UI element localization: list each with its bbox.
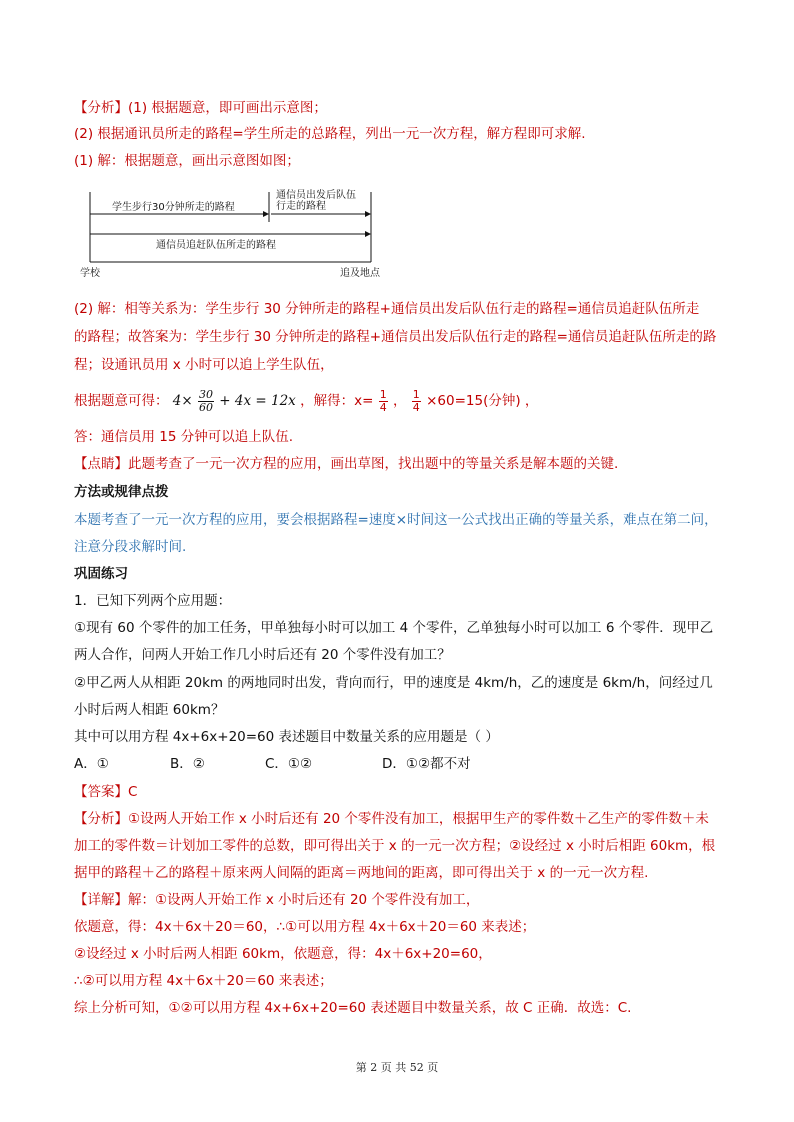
eq-solve: ，解得：x= — [300, 393, 374, 409]
solution-para-3: 程；设通讯员用 x 小时可以追上学生队伍， — [74, 357, 334, 373]
x-fraction — [379, 389, 388, 414]
solution-para-2: 的路程；故答案为：学生步行 30 分钟所走的路程+通信员出发后队伍行走的路程=通信员追赶队伍所走的路 — [74, 329, 717, 345]
equation-line — [74, 386, 538, 416]
question-1-stem: 其中可以用方程 4x+6x+20=60 表述题目中数量关系的应用题是（ ） — [74, 729, 499, 745]
label-school: 学校 — [80, 268, 100, 279]
eq-fraction — [198, 389, 214, 414]
option-d: D．①②都不对 — [382, 756, 471, 772]
label-total-chase: 通信员追赶队伍所走的路程 — [156, 240, 276, 251]
detail-line-5: 综上分析可知，①②可以用方程 4x+6x+20=60 表述题目中数量关系，故 C 正确．故选：C. — [74, 1000, 632, 1016]
practice-title: 巩固练习 — [74, 566, 128, 582]
x-frac2-num: 1 — [412, 387, 420, 401]
x-frac-den: 4 — [379, 400, 387, 414]
eq-four: 4× — [172, 393, 193, 409]
analysis-line-1: 【分析】(1) 根据题意，即可画出示意图； — [74, 100, 327, 116]
question-1-item-b-2: 小时后两人相距 60km？ — [74, 702, 225, 718]
eq-sep: ， — [393, 393, 407, 409]
question-1-item-a-2: 两人合作，问两人开始工作几小时后还有 20 个零件没有加工？ — [74, 647, 451, 663]
label-meet-point: 追及地点 — [340, 268, 380, 279]
answer-line: 答：通信员用 15 分钟可以追上队伍. — [74, 429, 294, 445]
eq-frac-den: 60 — [199, 400, 213, 414]
detail-line-4: ∴②可以用方程 4x＋6x＋20＝60 来表述； — [74, 973, 333, 989]
analysis-2-line-3: 据甲的路程＋乙的路程＋原来两人间隔的距离＝两地间的距离，即可得出关于 x 的一元一次方程. — [74, 865, 649, 881]
comment-line: 【点睛】此题考查了一元一次方程的应用，画出草图，找出题中的等量关系是解本题的关键. — [74, 456, 619, 472]
method-line-2: 注意分段求解时间. — [74, 539, 187, 555]
method-line-1: 本题考查了一元一次方程的应用，要会根据路程=速度×时间这一公式找出正确的等量关系，难点在第二问， — [74, 512, 718, 528]
detail-line-3: ②设经过 x 小时后两人相距 60km，依题意，得：4x＋6x+20=60， — [74, 946, 492, 962]
label-after-start-1: 通信员出发后队伍 — [276, 190, 356, 201]
eq-frac-num: 30 — [199, 387, 213, 401]
eq-prefix: 根据题意可得： — [74, 393, 169, 409]
x-frac-num: 1 — [379, 387, 387, 401]
x-fraction-2 — [412, 389, 421, 414]
question-1: 1．已知下列两个应用题： — [74, 593, 232, 609]
detail-line-1: 【详解】解：①设两人开始工作 x 小时后还有 20 个零件没有加工， — [74, 892, 480, 908]
page-footer: 第 2 页 共 52 页 — [355, 1061, 439, 1074]
eq-mult: ×60=15(分钟) ， — [426, 393, 539, 409]
solution-para-1: (2) 解：相等关系为：学生步行 30 分钟所走的路程+通信员出发后队伍行走的路程=通信员追赶队伍所走 — [74, 301, 700, 317]
solution-intro: (1) 解：根据题意，画出示意图如图； — [74, 153, 300, 169]
schematic-diagram — [74, 186, 404, 282]
option-b: B．② — [170, 756, 205, 772]
detail-line-2: 依题意，得：4x＋6x＋20＝60，∴①可以用方程 4x＋6x＋20＝60 来表述； — [74, 919, 536, 935]
label-walk-30min: 学生步行30分钟所走的路程 — [112, 202, 235, 213]
option-a: A．① — [74, 756, 109, 772]
answer-key: 【答案】C — [74, 784, 138, 800]
method-title: 方法或规律点拨 — [74, 484, 169, 500]
x-frac2-den: 4 — [412, 400, 420, 414]
label-after-start-2: 行走的路程 — [276, 201, 326, 212]
analysis-2-line-2: 加工的零件数＝计划加工零件的总数，即可得出关于 x 的一元一次方程；②设经过 x 小时后相距 60km，根 — [74, 838, 716, 854]
option-c: C．①② — [265, 756, 313, 772]
eq-rest: + 4x = 12x — [219, 393, 296, 409]
analysis-line-2: (2) 根据通讯员所走的路程=学生所走的总路程，列出一元一次方程，解方程即可求解. — [74, 126, 586, 142]
analysis-2-line-1: 【分析】①设两人开始工作 x 小时后还有 20 个零件没有加工，根据甲生产的零件数＋乙生产的零件数＋未 — [74, 811, 709, 827]
question-1-item-b-1: ②甲乙两人从相距 20km 的两地同时出发，背向而行，甲的速度是 4km/h，乙的速度是 6km/h，问经过几 — [74, 675, 713, 691]
question-1-item-a-1: ①现有 60 个零件的加工任务，甲单独每小时可以加工 4 个零件，乙单独每小时可以加工 6 个零件．现甲乙 — [74, 620, 714, 636]
